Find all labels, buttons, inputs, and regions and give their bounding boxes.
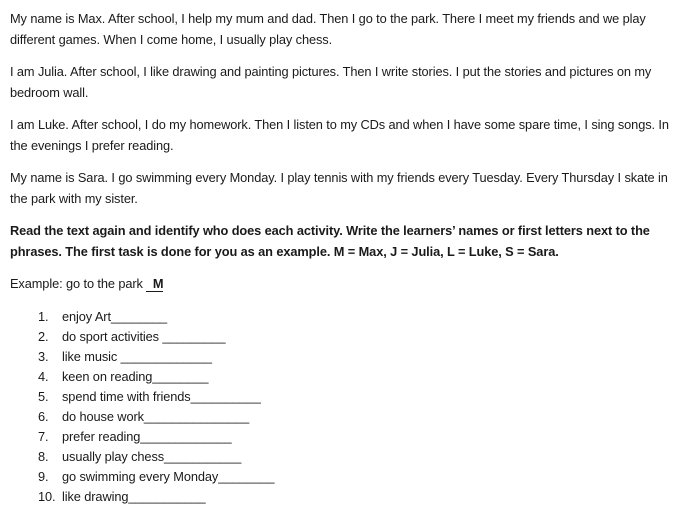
task-item-phrase: spend time with friends__________ (62, 389, 261, 404)
task-item-phrase: usually play chess___________ (62, 449, 242, 464)
task-list-item (38, 487, 675, 507)
task-item-phrase: like drawing___________ (62, 489, 206, 504)
task-item-number: 7. (38, 429, 49, 444)
task-list-item (38, 307, 675, 327)
task-list (38, 307, 675, 507)
task-item-phrase: keen on reading________ (62, 369, 209, 384)
task-item-phrase: enjoy Art________ (62, 309, 168, 324)
story-paragraph-max: My name is Max. After school, I help my mum and dad. Then I go to the park. There I meet my friends and we play different games. When I come home, I usually play chess. (10, 11, 646, 47)
example-answer: M (146, 276, 164, 292)
story-paragraph-sara: My name is Sara. I go swimming every Monday. I play tennis with my friends every Tuesday. Every Thursday I skate in the park with my sister. (10, 170, 668, 206)
task-item-phrase: prefer reading_____________ (62, 429, 232, 444)
task-item-number: 4. (38, 369, 49, 384)
example-text: Example: go to the park (10, 276, 143, 291)
task-item-number: 8. (38, 449, 49, 464)
task-item-number: 2. (38, 329, 49, 344)
task-item-number: 3. (38, 349, 49, 364)
task-item-phrase: do house work_______________ (62, 409, 250, 424)
task-list-item (38, 327, 675, 347)
task-item-number: 1. (38, 309, 49, 324)
task-item-phrase: go swimming every Monday________ (62, 469, 275, 484)
task-item-number: 10. (38, 489, 56, 504)
task-list-item (38, 447, 675, 467)
example-line (10, 273, 675, 294)
task-item-phrase: like music _____________ (62, 349, 212, 364)
task-list-item (38, 347, 675, 367)
task-list-item (38, 387, 675, 407)
task-list-item (38, 427, 675, 447)
story-paragraph-julia: I am Julia. After school, I like drawing and painting pictures. Then I write stories. I put the stories and pictures on my bedroom wall. (10, 64, 652, 100)
task-item-number: 5. (38, 389, 49, 404)
task-list-item (38, 367, 675, 387)
task-item-phrase: do sport activities _________ (62, 329, 226, 344)
task-item-number: 6. (38, 409, 49, 424)
story-paragraph-luke: I am Luke. After school, I do my homework. Then I listen to my CDs and when I have some spare time, I sing songs. In the evenings I prefer reading. (10, 117, 669, 153)
task-item-number: 9. (38, 469, 49, 484)
task-list-item (38, 467, 675, 487)
instructions-paragraph: Read the text again and identify who does each activity. Write the learners’ names or first letters next to the phrases. The first task is done for you as an example. M = Max, J = Julia, L = Luke, S = Sara. (10, 223, 650, 259)
task-list-item (38, 407, 675, 427)
